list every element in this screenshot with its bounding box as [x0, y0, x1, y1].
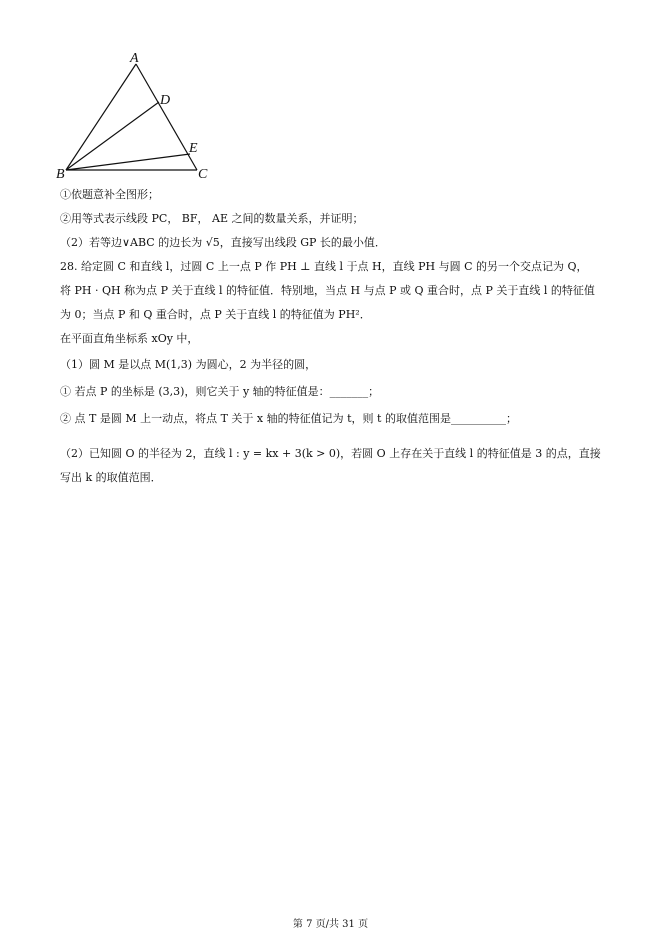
triangle-diagram [52, 48, 222, 183]
text-line-5: 将 PH · QH 称为点 P 关于直线 l 的特征值．特别地，当点 H 与点 P 或 Q 重合时，点 P 关于直线 l 的特征值 [60, 284, 595, 297]
text-line-4: 28. 给定圆 C 和直线 l，过圆 C 上一点 P 作 PH ⊥ 直线 l 于点 H，直线 PH 与圆 C 的另一个交点记为 Q， [60, 260, 588, 273]
text-line-10: ② 点 T 是圆 M 上一动点，将点 T 关于 x 轴的特征值记为 t，则 t 的取值范围是__________； [60, 412, 517, 425]
text-line-8: （1）圆 M 是以点 M(1,3) 为圆心，2 为半径的圆， [60, 358, 317, 371]
text-line-2: ②用等式表示线段 PC， BF， AE 之间的数量关系，并证明； [60, 212, 364, 225]
text-line-6: 为 0；当点 P 和 Q 重合时，点 P 关于直线 l 的特征值为 PH²． [60, 308, 371, 321]
triangle-figure [52, 48, 222, 187]
text-line-3: （2）若等边∨ABC 的边长为 √5，直接写出线段 GP 长的最小值． [60, 236, 386, 249]
segment-AB [66, 64, 136, 170]
page-footer: 第 7 页/共 31 页 [292, 919, 369, 930]
text-line-7: 在平面直角坐标系 xOy 中， [60, 332, 199, 345]
label-A: A [130, 51, 139, 66]
text-line-12: 写出 k 的取值范围． [60, 471, 162, 484]
text-line-11: （2）已知圆 O 的半径为 2，直线 l : y = kx + 3(k > 0)，若圆 O 上存在关于直线 l 的特征值是 3 的点，直接 [60, 447, 601, 460]
text-line-1: ①依题意补全图形； [60, 188, 159, 201]
label-D: D [160, 93, 171, 108]
label-E: E [189, 141, 198, 156]
label-B: B [56, 167, 65, 182]
text-line-9: ① 若点 P 的坐标是 (3,3)，则它关于 y 轴的特征值是：_______； [60, 385, 380, 398]
label-C: C [198, 167, 208, 182]
